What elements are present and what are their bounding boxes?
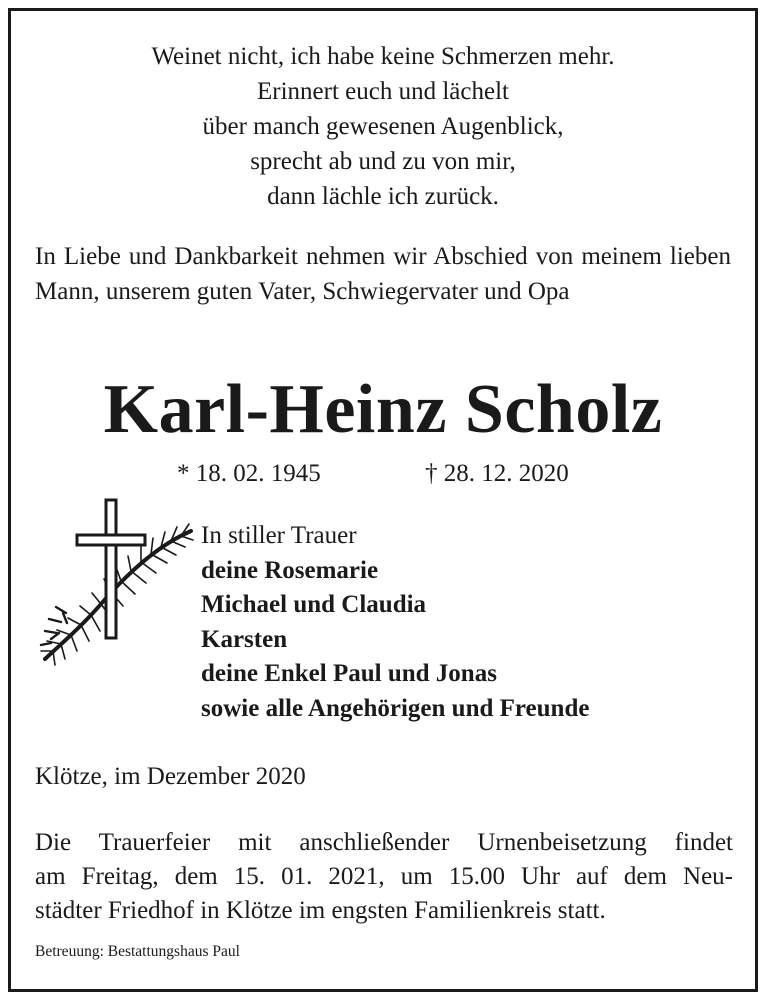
death-date: † 28. 12. 2020: [425, 460, 569, 487]
deceased-name: Karl-Heinz Scholz: [103, 371, 663, 448]
mourner-name: Michael und Claudia: [201, 591, 427, 618]
intro-text: In Liebe und Dankbarkeit nehmen wir Abschied von meinem lieben Mann, unserem guten Vater, Schwiegervater und Opa: [35, 243, 731, 305]
poem-line: über manch gewesenen Augenblick,: [202, 113, 564, 140]
mourner-name: sowie alle Angehörigen und Freunde: [201, 694, 590, 722]
service-line: Die Trauerfeier mit anschließender Urnenbeisetzung findet: [35, 829, 733, 856]
obituary-frame: [8, 8, 758, 992]
poem-line: dann lächle ich zurück.: [267, 183, 499, 210]
service-line: städter Friedhof in Klötze im engsten Familienkreis statt.: [35, 897, 606, 924]
mourner-name: deine Enkel Paul und Jonas: [201, 660, 497, 687]
cross-with-branch-icon: [31, 489, 211, 674]
mourner-name: deine Rosemarie: [201, 556, 379, 584]
poem-line: Erinnert euch und lächelt: [257, 78, 509, 105]
poem-line: Weinet nicht, ich habe keine Schmerzen mehr.: [151, 43, 615, 70]
service-line: am Freitag, dem 15. 01. 2021, um 15.00 Uhr auf dem Neu-: [35, 863, 733, 890]
poem: [11, 39, 755, 214]
mourners-block: [201, 519, 589, 726]
mourner-name: Karsten: [201, 625, 288, 653]
poem-line: sprecht ab und zu von mir,: [250, 148, 516, 175]
mourners-heading: In stiller Trauer: [201, 522, 357, 549]
undertaker-credit: Betreuung: Bestattungshaus Paul: [35, 943, 240, 960]
funeral-service-info: [35, 826, 733, 928]
birth-date: * 18. 02. 1945: [177, 460, 321, 487]
place-date: Klötze, im Dezember 2020: [35, 763, 306, 790]
